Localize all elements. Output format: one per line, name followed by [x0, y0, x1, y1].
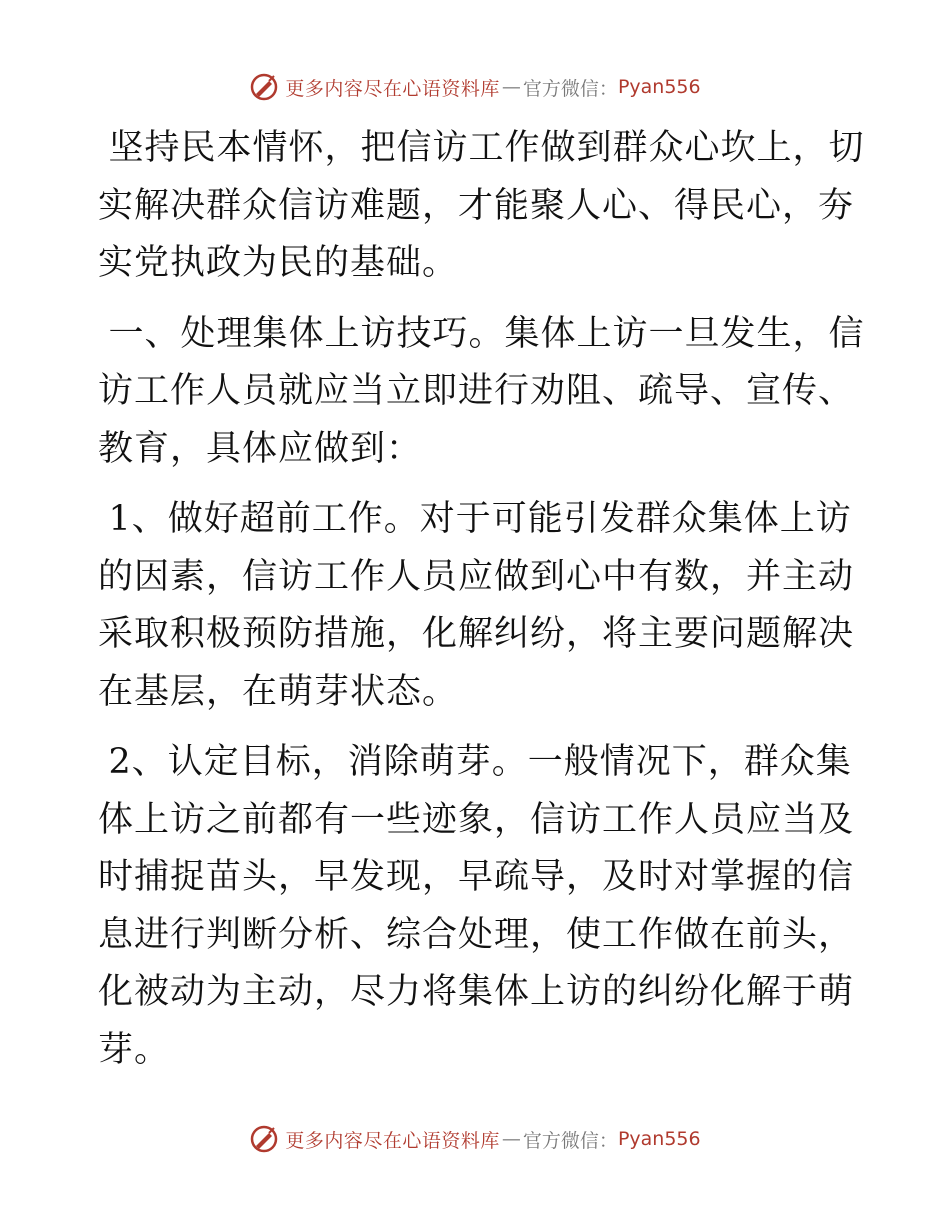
- watermark-id: Pyan556: [617, 1128, 701, 1150]
- document-body: [98, 120, 868, 1092]
- paragraph-2: 一、处理集体上访技巧。集体上访一旦发生，信访工作人员就应当立即进行劝阻、疏导、宣传、教育，具体应做到：: [98, 313, 865, 469]
- watermark-sub: 官方微信：: [522, 1129, 618, 1152]
- watermark-text: 更多内容尽在心语资料库: [285, 1129, 500, 1152]
- watermark-id: Pyan556: [617, 76, 701, 98]
- paragraph-3: 1、做好超前工作。对于可能引发群众集体上访的因素，信访工作人员应做到心中有数，并主动采取积极预防措施，化解纠纷，将主要问题解决在基层，在萌芽状态。: [98, 499, 855, 712]
- watermark-separator: —: [501, 76, 521, 98]
- paragraph-1: 坚持民本情怀，把信访工作做到群众心坎上，切实解决群众信访难题，才能聚人心、得民心，夯实党执政为民的基础。: [98, 128, 865, 283]
- paragraph-4: 2、认定目标，消除萌芽。一般情况下，群众集体上访之前都有一些迹象，信访工作人员应当及时捕捉苗头，早发现，早疏导，及时对掌握的信息进行判断分析、综合处理，使工作做在前头，化被动为主动，尽力将集体上访的纠纷化解于萌芽。: [98, 742, 855, 1070]
- header-watermark: [0, 72, 950, 102]
- quill-logo-icon: [249, 1124, 279, 1154]
- footer-watermark: [0, 1124, 950, 1154]
- quill-logo-icon: [249, 72, 279, 102]
- watermark-separator: —: [501, 1128, 521, 1150]
- watermark-sub: 官方微信：: [522, 77, 618, 100]
- watermark-text: 更多内容尽在心语资料库: [285, 77, 500, 100]
